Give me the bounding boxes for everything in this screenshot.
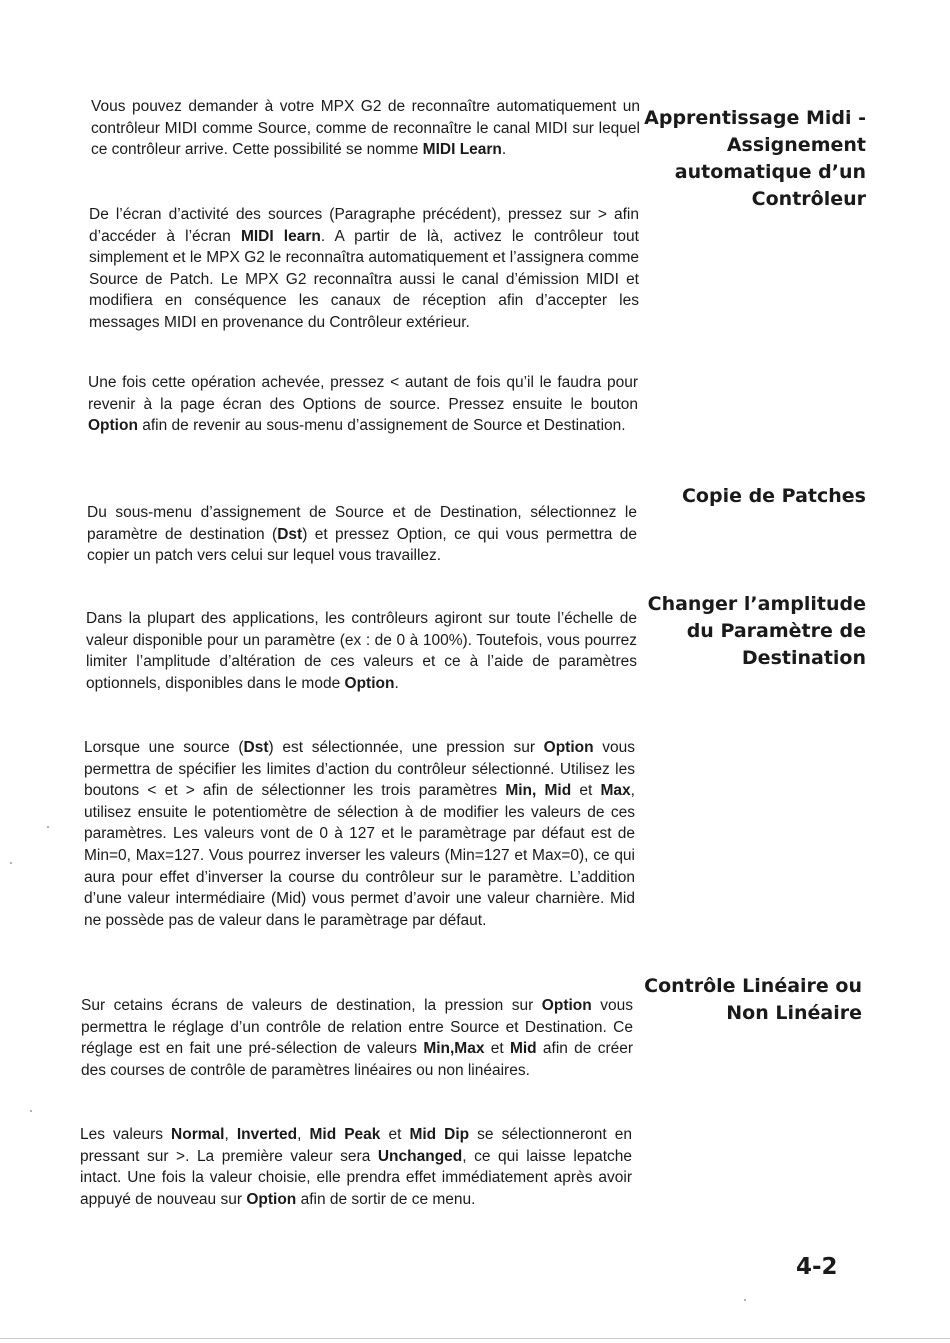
bold-term: Dst [277,525,303,543]
bold-term: Min, Mid [505,782,572,800]
text-run: . [394,674,399,692]
text-run: De l’écran d’activité des sources (Paragraphe précédent), pressez sur > afin d’accéder à l’écran [89,206,639,245]
bold-term: Normal [171,1126,225,1143]
text-run: et [571,782,601,800]
text-run: Les valeurs [80,1126,172,1143]
paragraph-midi-learn-intro [91,96,640,161]
paragraph-linear-control [81,995,633,1081]
text-run: Dans la plupart des applications, les contrôleurs agiront sur toute l’échelle de valeur disponible pour un paramètre (ex : de 0 à 100%). Toutefois, vous pourrez limiter l’amplitude d’altération de ces valeurs et ce à l’aide de paramètres optionnels, disponibles dans le mode [86,610,637,692]
text-run: se sélectionneront en pressant sur >. La première valeur sera [80,1126,632,1165]
heading-line: Apprentissage Midi - [644,107,866,129]
heading-line: Destination [741,647,866,669]
bold-term: Min,Max [423,1040,485,1058]
bold-term: Inverted [236,1126,298,1143]
text-run: , utilisez ensuite le potentiomètre de sélection à de modifier les valeurs de ces paramètres. Les valeurs vont de 0 à 127 et le paramètrage par défaut est de Min=0, Max=127. Vous pourrez inverser les valeurs (Min=127 et Max=0), ce qui aura pour effet d’inverser la course du contrôleur sur le paramètre. L’addition d’une valeur intermédiaire (Mid) vous permet d’avoir une valeur charnière. Mid ne possède pas de valeur dans le paramètrage par défaut. [84,782,635,929]
heading-line: automatique d’un [674,161,866,183]
text-run: Sur cetains écrans de valeurs de destination, la pression sur [81,997,542,1014]
text-run: . A partir de là, activez le contrôleur tout simplement et le MPX G2 le reconnaîtra automatiquement et l’assignera comme Source de Patch. Le MPX G2 reconnaîtra aussi le canal d’émission MIDI et modifiera en conséquence les canaux de réception afin d’accepter les messages MIDI en provenance du Contrôleur extérieur. [89,227,639,331]
text-run: et [380,1126,410,1143]
paragraph-min-mid-max [84,737,635,931]
bold-term: Mid Dip [409,1126,470,1143]
scan-speck [30,1110,32,1112]
heading-linear-control [622,973,862,1027]
paragraph-curve-values [80,1124,632,1210]
bold-term: MIDI Learn [422,141,502,159]
bold-term: Option [543,739,594,756]
bold-term: Option [344,674,395,692]
heading-midi-learn [626,105,866,213]
text-run: et [484,1040,510,1058]
scan-edge-line [0,1338,950,1339]
scan-speck [744,1299,746,1301]
heading-line: Copie de Patches [681,485,866,507]
heading-line: Non Linéaire [726,1002,862,1024]
scan-speck [47,826,49,828]
text-run: , [297,1126,310,1143]
page-number: 4-2 [796,1254,838,1280]
text-run: Du sous-menu d’assignement de Source et de Destination, sélectionnez le paramètre de destination ( [87,504,637,543]
bold-term: Option [88,417,138,435]
text-run: Vous pouvez demander à votre MPX G2 de reconnaître automatiquement un contrôleur MIDI comme Source, comme de reconnaître le canal MIDI sur lequel ce contrôleur arrive. Cette possibilité se nomme [91,98,640,159]
bold-term: Mid Peak [309,1126,381,1143]
bold-term: Option [246,1190,297,1208]
text-run: afin de sortir de ce menu. [296,1190,476,1208]
text-run: ) et pressez Option, ce qui vous permettra de copier un patch vers celui sur lequel vous travaillez. [87,525,638,565]
paragraph-amplitude-intro [86,608,637,694]
heading-line: Changer l’amplitude [647,593,866,615]
text-run: vous permettra de spécifier les limites d’action du contrôleur sélectionné. Utilisez les boutons < et > afin de sélectionner les trois paramètres [84,739,635,800]
heading-amplitude [626,591,866,672]
paragraph-midi-learn-screen [89,204,639,334]
heading-line: Contrôleur [751,188,866,210]
bold-term: Dst [243,739,269,756]
heading-copy-patches [626,483,866,510]
bold-term: Option [541,997,592,1014]
text-run: . [501,141,507,159]
paragraph-return-to-options [88,372,638,437]
text-run: afin de revenir au sous-menu d’assignement de Source et Destination. [137,417,626,435]
text-run: Une fois cette opération achevée, pressez < autant de fois qu’il le faudra pour revenir à la page écran des Options de source. Pressez ensuite le bouton [88,374,638,413]
text-run: ) est sélectionnée, une pression sur [268,739,544,756]
heading-line: Contrôle Linéaire ou [644,975,862,997]
bold-term: Mid [509,1040,537,1058]
bold-term: Unchanged [377,1147,463,1165]
heading-line: Assignement [726,134,866,156]
text-run: , [224,1126,237,1143]
text-run: vous permettra le réglage d’un contrôle de relation entre Source et Destination. Ce réglage est en fait une pré-sélection de valeurs [81,997,633,1058]
bold-term: Max [600,782,631,800]
bold-term: MIDI learn [240,227,321,245]
text-run: Lorsque une source ( [84,739,244,756]
text-run: afin de créer des courses de contrôle de paramètres linéaires ou non linéaires. [81,1040,634,1079]
paragraph-copy-patches [87,502,637,567]
scan-speck [10,862,12,864]
heading-line: du Paramètre de [686,620,866,642]
text-run: , ce qui laisse lepatche intact. Une fois la valeur choisie, elle prendra effet immédiatement après avoir appuyé de nouveau sur [80,1147,632,1208]
